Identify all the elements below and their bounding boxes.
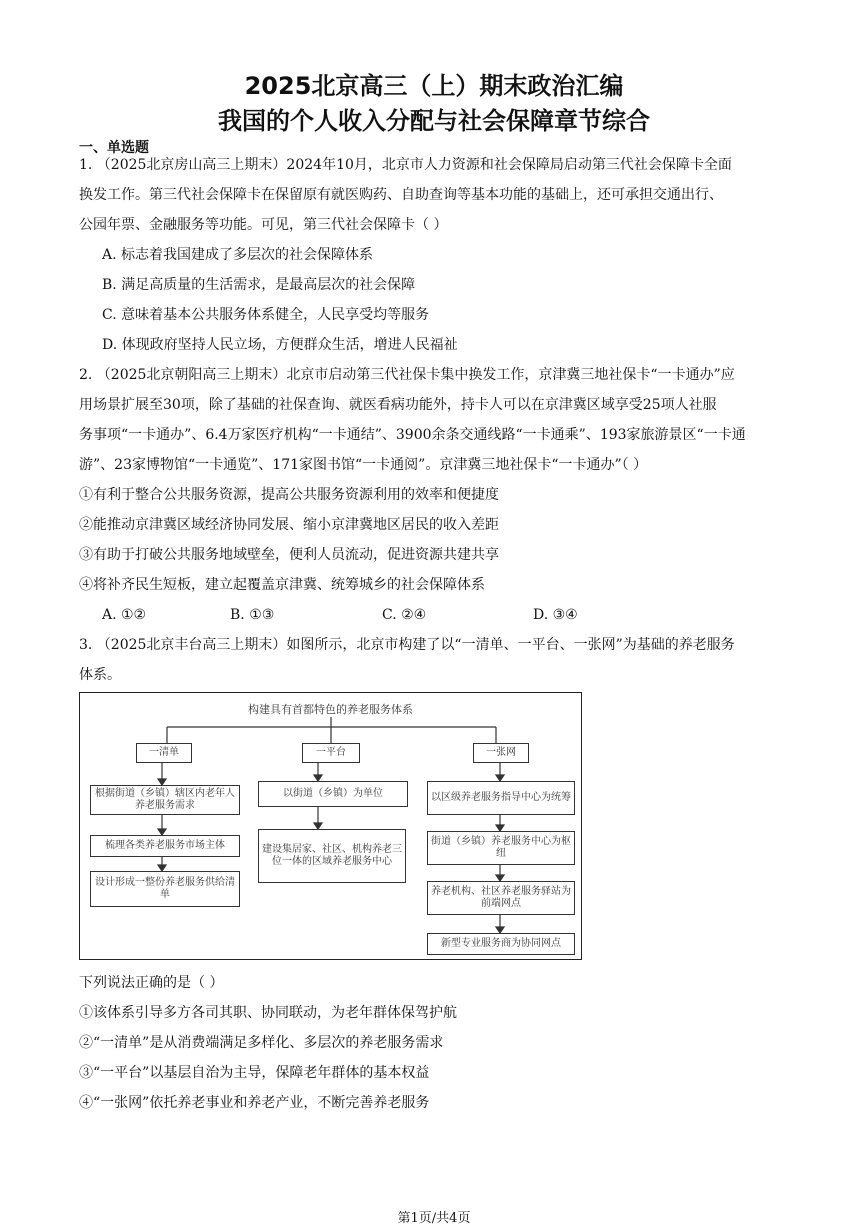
question-3-item-3: ③“一平台”以基层自治为主导，保障老年群体的基本权益 bbox=[79, 1065, 430, 1081]
question-1-option-a: A. 标志着我国建成了多层次的社会保障体系 bbox=[102, 247, 374, 263]
question-1-line: 换发工作。第三代社会保障卡在保留原有就医购药、自助查询等基本功能的基础上，还可承担交通出行、 bbox=[79, 187, 723, 203]
question-1-option-c: C. 意味着基本公共服务体系健全，人民享受均等服务 bbox=[102, 307, 430, 323]
question-1-line: 公园年票、金融服务等功能。可见，第三代社会保障卡（ ） bbox=[79, 217, 448, 233]
pension-system-diagram bbox=[79, 692, 582, 960]
diagram-network-step-2: 街道（乡镇）养老服务中心为枢纽 bbox=[427, 831, 575, 865]
question-2-item-1: ①有利于整合公共服务资源，提高公共服务资源利用的效率和便捷度 bbox=[79, 487, 499, 503]
question-2-item-3: ③有助于打破公共服务地域壁垒，便利人员流动，促进资源共建共享 bbox=[79, 547, 499, 563]
question-2-item-2: ②能推动京津冀区域经济协同发展、缩小京津冀地区居民的收入差距 bbox=[79, 517, 499, 533]
page-subtitle: 我国的个人收入分配与社会保障章节综合 bbox=[218, 107, 650, 135]
diagram-head-list: 一清单 bbox=[136, 743, 192, 763]
diagram-platform-step-1: 以街道（乡镇）为单位 bbox=[258, 781, 408, 807]
question-2-line: 游”、23家博物馆“一卡通览”、171家图书馆“一卡通阅”。京津冀三地社保卡“一卡通办”（ ） bbox=[79, 457, 648, 473]
diagram-network-step-4: 新型专业服务商为协同网点 bbox=[427, 933, 575, 955]
question-1-stem bbox=[79, 150, 791, 240]
section-heading: 一、单选题 bbox=[79, 140, 149, 156]
question-2-choice-a: A. ①② bbox=[102, 607, 147, 623]
question-3-item-4: ④“一张网”依托养老事业和养老产业，不断完善养老服务 bbox=[79, 1095, 430, 1111]
question-2-item-4: ④将补齐民生短板，建立起覆盖京津冀、统筹城乡的社会保障体系 bbox=[79, 577, 485, 593]
diagram-head-network: 一张网 bbox=[473, 743, 529, 763]
question-2-choice-b: B. ①③ bbox=[230, 607, 275, 623]
question-2-stem bbox=[79, 360, 791, 480]
question-3-line: 3. （2025北京丰台高三上期末）如图所示，北京市构建了以“一清单、一平台、一张网”为基础的养老服务 bbox=[79, 637, 735, 653]
question-3-prompt: 下列说法正确的是（ ） bbox=[79, 975, 224, 991]
question-2-line: 2. （2025北京朝阳高三上期末）北京市启动第三代社保卡集中换发工作，京津冀三地社保卡“一卡通办”应 bbox=[79, 367, 735, 383]
diagram-network-step-1: 以区级养老服务指导中心为统筹 bbox=[427, 781, 575, 815]
question-1-line: 1. （2025北京房山高三上期末）2024年10月，北京市人力资源和社会保障局启动第三代社会保障卡全面 bbox=[79, 157, 732, 173]
question-2-choice-c: C. ②④ bbox=[382, 607, 427, 623]
diagram-connectors bbox=[80, 693, 583, 961]
question-2-line: 务事项“一卡通办”、6.4万家医疗机构“一卡通结”、3900余条交通线路“一卡通乘”、193家旅游景区“一卡通 bbox=[79, 427, 746, 443]
diagram-head-platform: 一平台 bbox=[302, 743, 360, 763]
page-title: 2025北京高三（上）期末政治汇编 bbox=[244, 72, 624, 100]
question-3-stem bbox=[79, 630, 791, 690]
question-3-line: 体系。 bbox=[79, 667, 121, 683]
diagram-network-step-3: 养老机构、社区养老服务驿站为前端网点 bbox=[427, 881, 575, 915]
question-3-item-2: ②“一清单”是从消费端满足多样化、多层次的养老服务需求 bbox=[79, 1035, 444, 1051]
diagram-list-step-1: 根据街道（乡镇）辖区内老年人养老服务需求 bbox=[90, 785, 240, 815]
diagram-platform-step-2: 建设集居家、社区、机构养老三位一体的区域养老服务中心 bbox=[258, 829, 406, 883]
question-3-item-1: ①该体系引导多方各司其职、协同联动，为老年群体保驾护航 bbox=[79, 1005, 457, 1021]
question-2-line: 用场景扩展至30项，除了基础的社保查询、就医看病功能外，持卡人可以在京津冀区域享受25项人社服 bbox=[79, 397, 717, 413]
question-1-option-d: D. 体现政府坚持人民立场，方便群众生活，增进人民福祉 bbox=[102, 337, 458, 353]
question-2-choice-d: D. ③④ bbox=[533, 607, 578, 623]
diagram-title: 构建具有首都特色的养老服务体系 bbox=[248, 703, 413, 716]
page-footer: 第1页/共4页 bbox=[397, 1211, 471, 1226]
question-1-option-b: B. 满足高质量的生活需求，是最高层次的社会保障 bbox=[102, 277, 416, 293]
diagram-list-step-3: 设计形成一整份养老服务供给清单 bbox=[90, 871, 240, 907]
diagram-list-step-2: 梳理各类养老服务市场主体 bbox=[90, 835, 240, 857]
